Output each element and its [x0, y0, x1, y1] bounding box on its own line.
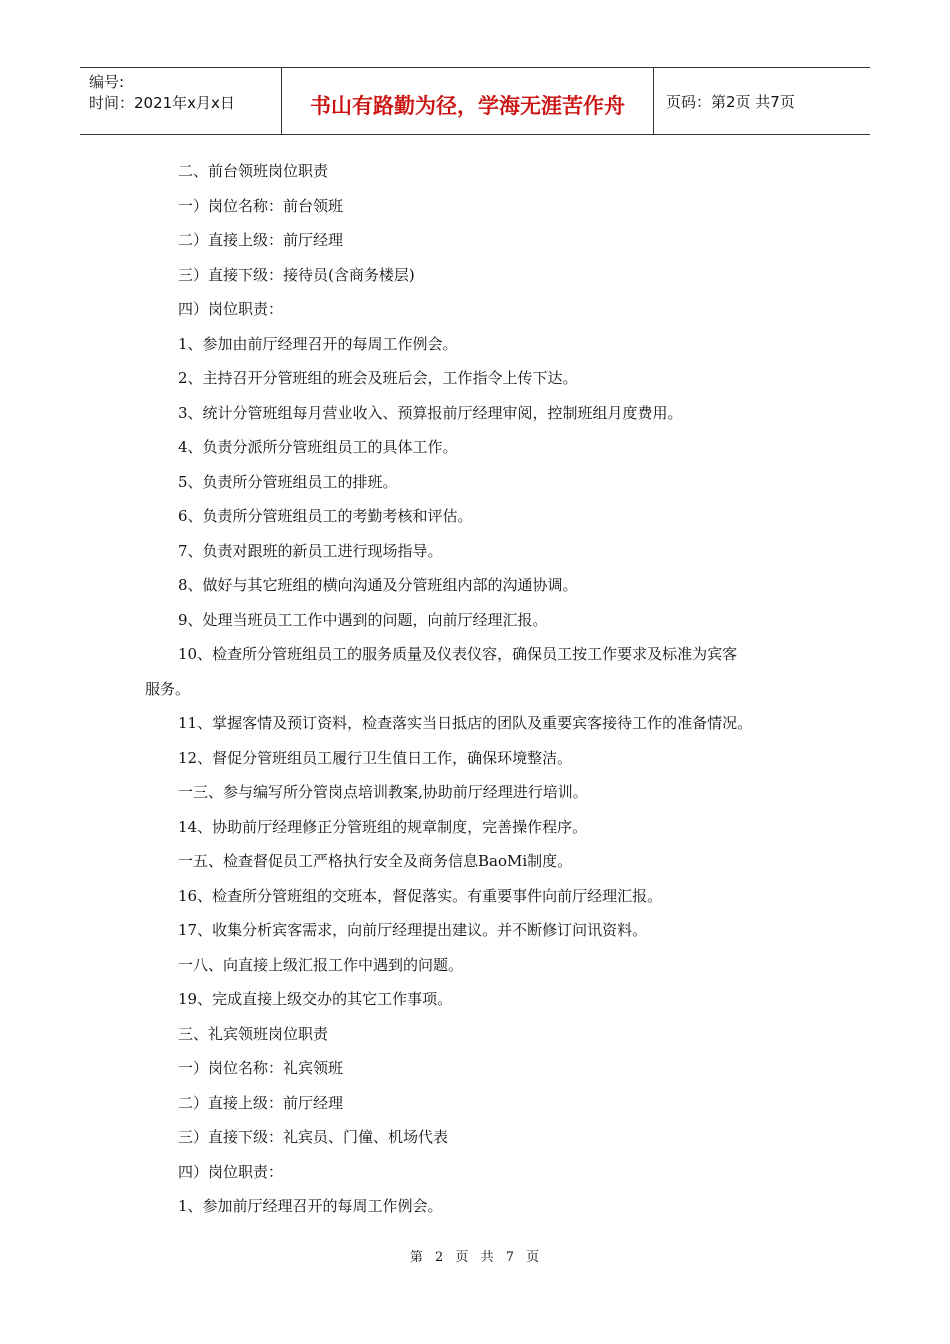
text-line: 二）直接上级：前厅经理	[178, 231, 344, 249]
duty-item: 19、完成直接上级交办的其它工作事项。	[178, 990, 453, 1008]
duty-item: 4、负责分派所分管班组员工的具体工作。	[178, 438, 458, 456]
duty-item: 7、负责对跟班的新员工进行现场指导。	[178, 541, 443, 560]
header-page-label: 页码：第2页 共7页	[666, 92, 795, 111]
footer-total-pages: 7	[505, 1250, 515, 1265]
page-footer	[0, 1246, 950, 1265]
section-heading: 三、礼宾领班岗位职责	[178, 1024, 329, 1043]
document-body	[145, 154, 820, 1224]
duty-item: 6、负责所分管班组员工的考勤考核和评估。	[178, 507, 473, 525]
duty-item: 9、处理当班员工工作中遇到的问题，向前厅经理汇报。	[178, 610, 548, 629]
duty-item: 一八、向直接上级汇报工作中遇到的问题。	[178, 955, 464, 974]
header-motto: 书山有路勤为径，学海无涯苦作舟	[282, 68, 654, 134]
duty-item: 一五、检查督促员工严格执行安全及商务信息BaoMi制度。	[178, 852, 573, 870]
footer-text: 页	[455, 1250, 470, 1265]
duty-item-continuation: 服务。	[145, 679, 191, 698]
header-meta	[80, 68, 282, 134]
duty-item: 10、检查所分管班组员工的服务质量及仪表仪容，确保员工按工作要求及标准为宾客	[178, 645, 738, 663]
duty-item: 2、主持召开分管班组的班会及班后会，工作指令上传下达。	[178, 369, 578, 387]
footer-text: 共	[480, 1250, 495, 1265]
duty-item: 12、督促分管班组员工履行卫生值日工作，确保环境整洁。	[178, 748, 573, 767]
text-line: 四）岗位职责：	[178, 1162, 284, 1181]
duty-item: 16、检查所分管班组的交班本，督促落实。有重要事件向前厅经理汇报。	[178, 886, 663, 905]
text-line: 三）直接下级：礼宾员、门僮、机场代表	[178, 1128, 449, 1146]
text-line: 三）直接下级：接待员(含商务楼层)	[178, 265, 415, 284]
duty-item: 1、参加由前厅经理召开的每周工作例会。	[178, 334, 458, 353]
duty-item: 11、掌握客情及预订资料，检查落实当日抵店的团队及重要宾客接待工作的准备情况。	[178, 714, 753, 732]
document-time-label: 时间：2021年x月x日	[89, 94, 235, 112]
document-number-label: 编号:	[89, 73, 125, 91]
footer-current-page: 2	[434, 1250, 445, 1265]
text-line: 一）岗位名称：前台领班	[178, 196, 344, 215]
page-header	[80, 67, 870, 135]
section-heading: 二、前台领班岗位职责	[178, 162, 329, 180]
duty-item: 14、协助前厅经理修正分管班组的规章制度，完善操作程序。	[178, 817, 588, 836]
duty-item: 3、统计分管班组每月营业收入、预算报前厅经理审阅，控制班组月度费用。	[178, 403, 683, 422]
duty-item: 17、收集分析宾客需求，向前厅经理提出建议。并不断修订问讯资料。	[178, 921, 648, 939]
text-line: 一）岗位名称：礼宾领班	[178, 1059, 344, 1077]
duty-item: 8、做好与其它班组的横向沟通及分管班组内部的沟通协调。	[178, 576, 578, 594]
text-line: 四）岗位职责：	[178, 300, 284, 318]
duty-item: 1、参加前厅经理召开的每周工作例会。	[178, 1197, 443, 1215]
duty-item: 5、负责所分管班组员工的排班。	[178, 472, 398, 491]
footer-text: 页	[526, 1250, 541, 1265]
text-line: 二）直接上级：前厅经理	[178, 1093, 344, 1112]
duty-item: 一三、参与编写所分管岗点培训教案,协助前厅经理进行培训。	[178, 783, 588, 801]
footer-text: 第	[409, 1250, 424, 1265]
